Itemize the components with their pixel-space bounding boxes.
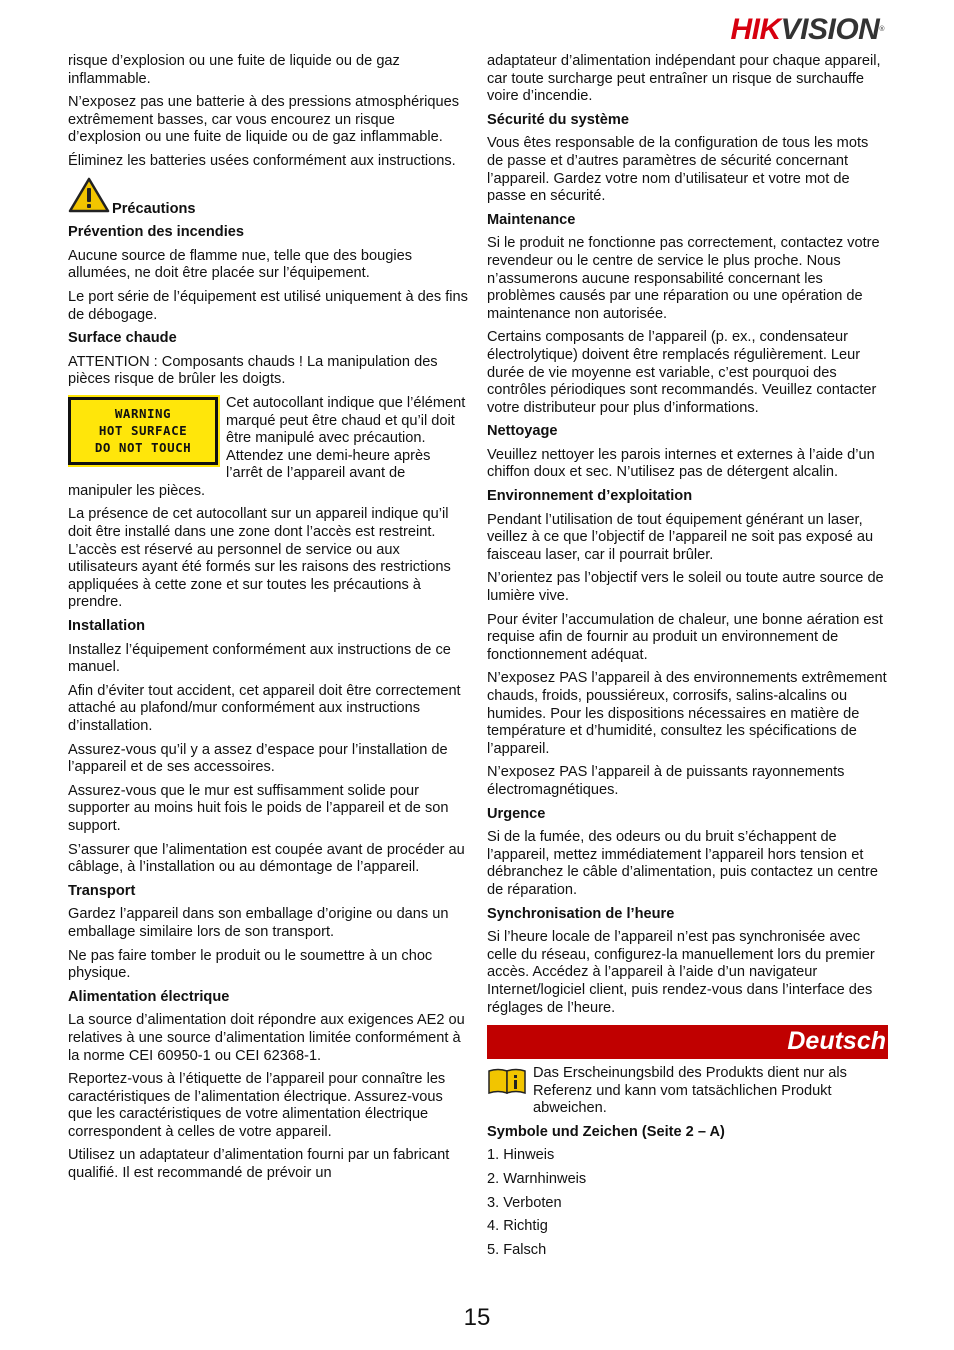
precautions-heading bbox=[68, 177, 468, 219]
hikvision-logo: HIKVISION® bbox=[730, 13, 884, 46]
left-column bbox=[68, 53, 468, 1189]
hot-surface-block bbox=[68, 395, 468, 501]
paragraph: Pour éviter l’accumulation de chaleur, une bonne aération est requise afin de fournir au produit un environnement de fonctionnement adéquat. bbox=[487, 611, 883, 663]
paragraph: Aucune source de flamme nue, telle que des bougies allumées, ne doit être placée sur l’équipement. bbox=[68, 247, 412, 282]
hot-surface-sticker: WARNING HOT SURFACE DO NOT TOUCH bbox=[68, 397, 218, 465]
section-title: Sécurité du système bbox=[487, 111, 629, 128]
section-title: Alimentation électrique bbox=[68, 988, 230, 1005]
language-title: Deutsch bbox=[787, 1027, 886, 1056]
paragraph: Veuillez nettoyer les parois internes et externes à l’aide d’un chiffon doux et sec. N’utilisez pas de détergent alcalin. bbox=[487, 446, 875, 481]
list-item: 2. Warnhinweis bbox=[487, 1171, 587, 1188]
paragraph: N’exposez pas une batterie à des pressions atmosphériques extrêmement basses, car vous encourez un risque d’explosion ou une fuite de liquide ou de gaz inflammable. bbox=[68, 94, 460, 146]
section-title: Transport bbox=[68, 882, 136, 899]
paragraph: N’exposez PAS l’appareil à de puissants rayonnements électromagnétiques. bbox=[487, 764, 845, 798]
paragraph: La présence de cet autocollant sur un appareil indique qu’il doit être installé dans une zone dont l’accès est restreint. L’accès est réservé au personnel de service ou aux utilisateurs ayant été formés sur les raisons des restrictions appliquées à cette zone et sur toutes les précautions à prendre. bbox=[68, 506, 451, 611]
section-title: Synchronisation de l’heure bbox=[487, 905, 675, 922]
note-block bbox=[487, 1065, 888, 1118]
paragraph: Installez l’équipement conformément aux instructions de ce manuel. bbox=[68, 641, 451, 676]
list-item: 3. Verboten bbox=[487, 1194, 562, 1211]
language-section-banner bbox=[487, 1025, 888, 1059]
section-title: Environnement d’exploitation bbox=[487, 488, 693, 505]
paragraph: risque d’explosion ou une fuite de liquide ou de gaz inflammable. bbox=[68, 53, 400, 87]
paragraph: Das Erscheinungsbild des Produkts dient nur als Referenz und kann vom tatsächlichen Produkt abweichen. bbox=[533, 1065, 847, 1117]
right-column bbox=[487, 53, 888, 1265]
paragraph: Assurez-vous qu’il y a assez d’espace pour l’installation de l’appareil et de ses accessoires. bbox=[68, 741, 448, 776]
paragraph: Ne pas faire tomber le produit ou le soumettre à un choc physique. bbox=[68, 947, 433, 982]
paragraph: Si de la fumée, des odeurs ou du bruit s’échappent de l’appareil, mettez immédiatement l’appareil hors tension et débranchez le câble d’alimentation, puis contactez un centre de réparation. bbox=[487, 829, 879, 898]
section-title: Maintenance bbox=[487, 211, 576, 228]
paragraph: Assurez-vous que le mur est suffisamment solide pour supporter au moins huit fois le poids de l’appareil et de son support. bbox=[68, 782, 449, 834]
paragraph: Le port série de l’équipement est utilisé uniquement à des fins de débogage. bbox=[68, 288, 468, 323]
paragraph: Si l’heure locale de l’appareil n’est pas synchronisée avec celle du réseau, configurez-la manuellement lors du premier accès. Accédez à l’appareil à l’aide d’un navigateur Internet/logiciel client, puis rendez-vous dans l’interface des réglages de l’heure. bbox=[487, 929, 875, 1016]
paragraph: Certains composants de l’appareil (p. ex., condensateur électrolytique) doivent être remplacés régulièrement. Leur durée de vie moyenne est variable, c’est pourquoi des contrôles périodiques sont recommandés. Veuillez contacter votre distributeur pour plus d’informations. bbox=[487, 329, 877, 416]
paragraph: Reportez-vous à l’étiquette de l’appareil pour connaître les caractéristiques de l’alimentation électrique. Assurez-vous que les caractéristiques de votre alimentation électrique correspondent à celles de votre appareil. bbox=[68, 1071, 446, 1140]
list-item: 5. Falsch bbox=[487, 1241, 547, 1258]
paragraph: La source d’alimentation doit répondre aux exigences AE2 ou relatives à une source d’alimentation limitée conformément à la norme CEI 60950-1 ou CEI 62368-1. bbox=[68, 1012, 465, 1064]
paragraph: Utilisez un adaptateur d’alimentation fourni par un fabricant qualifié. Il est recommandé de prévoir un bbox=[68, 1147, 450, 1182]
warning-triangle-icon bbox=[68, 177, 110, 219]
paragraph: Afin d’éviter tout accident, cet appareil doit être correctement attaché au plafond/mur conformément aux instructions d’installation. bbox=[68, 682, 461, 734]
paragraph: adaptateur d’alimentation indépendant pour chaque appareil, car toute surcharge peut entraîner un risque de surchauffe voire d’incendie. bbox=[487, 53, 881, 105]
note-book-icon bbox=[487, 1067, 527, 1101]
section-title: Surface chaude bbox=[68, 330, 177, 347]
paragraph: Si le produit ne fonctionne pas correctement, contactez votre revendeur ou le centre de service le plus proche. Nous n’assumerons aucune responsabilité concernant les problèmes causés par une réparation ou une opération de maintenance non autorisée. bbox=[487, 235, 880, 322]
paragraph: Pendant l’utilisation de tout équipement générant un laser, veillez à ce que l’objectif de l’appareil ne soit pas exposé au faisceau laser, car il pourrait brûler. bbox=[487, 511, 874, 563]
section-title: Symbole und Zeichen (Seite 2 – A) bbox=[487, 1123, 725, 1140]
paragraph: Cet autocollant indique que l’élément marqué peut être chaud et qu’il doit être manipulé avec précaution. Attendez une demi-heure après l’arrêt de l’appareil avant de manipuler les pièces. bbox=[68, 394, 466, 499]
section-title: Prévention des incendies bbox=[68, 224, 244, 241]
paragraph: ATTENTION : Composants chauds ! La manipulation des pièces risque de brûler les doigts. bbox=[68, 353, 438, 388]
section-title: Précautions bbox=[112, 200, 196, 217]
section-title: Nettoyage bbox=[487, 423, 558, 440]
paragraph: N’orientez pas l’objectif vers le soleil ou toute autre source de lumière vive. bbox=[487, 570, 884, 605]
paragraph: S’assurer que l’alimentation est coupée avant de procéder au câblage, à l’installation ou au démontage de l’appareil. bbox=[68, 841, 465, 876]
paragraph: Gardez l’appareil dans son emballage d’origine ou dans un emballage similaire lors de son transport. bbox=[68, 906, 449, 940]
page-number: 15 bbox=[463, 1304, 491, 1331]
list-item: 4. Richtig bbox=[487, 1218, 548, 1235]
section-title: Urgence bbox=[487, 805, 546, 822]
paragraph: Vous êtes responsable de la configuration de tous les mots de passe et d’autres paramètres de sécurité concernant l’appareil. Gardez votre nom d’utilisateur et votre mot de passe en sécurité. bbox=[487, 135, 869, 205]
paragraph: N’exposez PAS l’appareil à des environnements extrêmement chauds, froids, poussiéreux, corrosifs, salins-alcalins ou humides. Pour les dispositions nécessaires en matière de température et d’humidité, consultez les spécifications de l’appareil. bbox=[487, 670, 887, 757]
paragraph: Éliminez les batteries usées conformément aux instructions. bbox=[68, 152, 456, 169]
list-item: 1. Hinweis bbox=[487, 1147, 555, 1164]
section-title: Installation bbox=[68, 618, 146, 635]
